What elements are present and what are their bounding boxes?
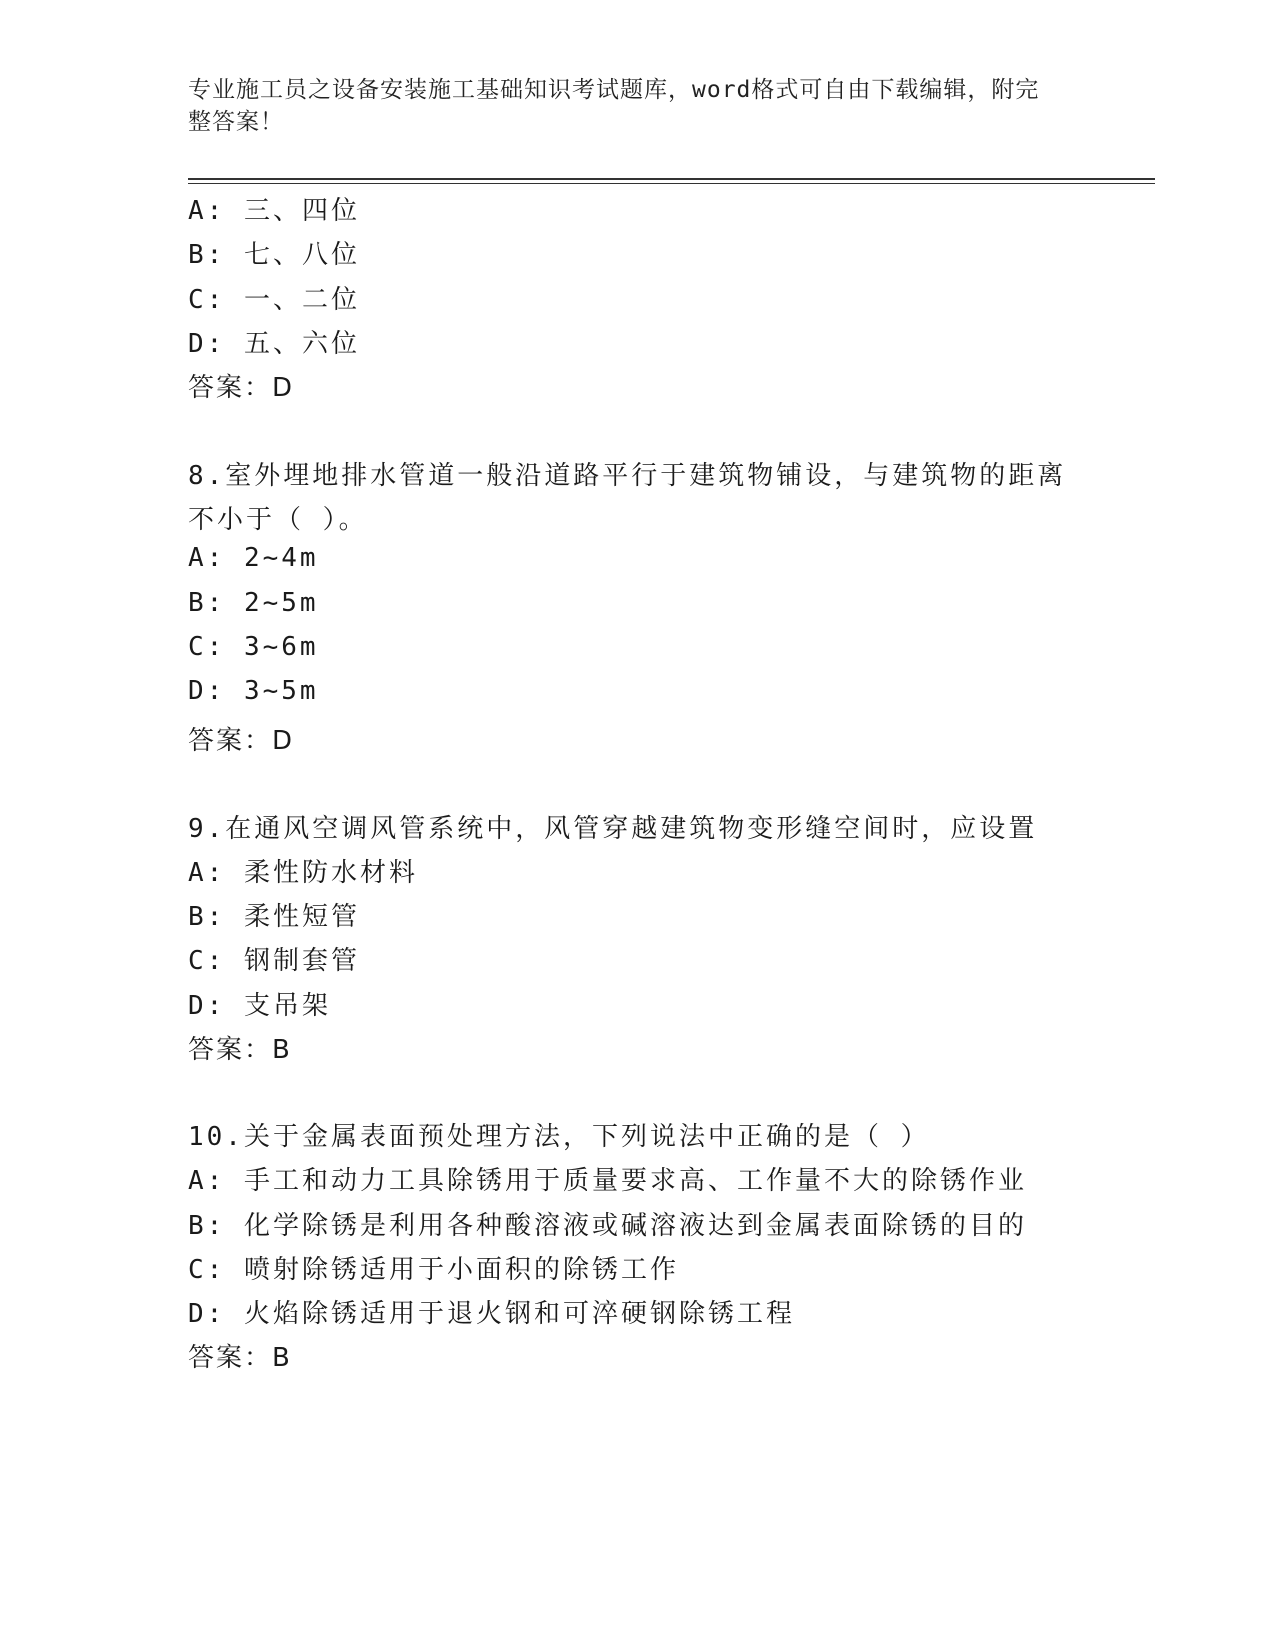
header-divider-thick <box>188 178 1155 180</box>
q9-option-d: D: 支吊架 <box>188 991 331 1021</box>
q8-answer: 答案：D <box>188 726 295 756</box>
header-line-2: 整答案！ <box>188 109 284 135</box>
q8-option-a: A: 2~4m <box>188 543 319 573</box>
q9-answer: 答案：B <box>188 1035 292 1065</box>
q9-option-c: C: 钢制套管 <box>188 946 360 976</box>
q7-option-c: C: 一、二位 <box>188 285 360 315</box>
q8-stem-line-2: 不小于（ ）。 <box>188 505 368 535</box>
q10-option-a: A: 手工和动力工具除锈用于质量要求高、工作量不大的除锈作业 <box>188 1166 1027 1196</box>
header-line-1: 专业施工员之设备安装施工基础知识考试题库，word格式可自由下载编辑，附完 <box>188 77 1040 103</box>
q7-answer: 答案：D <box>188 373 295 403</box>
q10-stem-line-1: 10.关于金属表面预处理方法，下列说法中正确的是（ ） <box>188 1122 930 1152</box>
q9-option-a: A: 柔性防水材料 <box>188 858 418 888</box>
q8-option-c: C: 3~6m <box>188 632 319 662</box>
q7-option-b: B: 七、八位 <box>188 240 360 270</box>
document-header <box>188 74 1088 138</box>
header-divider-thin <box>188 183 1155 184</box>
q9-option-b: B: 柔性短管 <box>188 902 360 932</box>
q10-option-b: B: 化学除锈是利用各种酸溶液或碱溶液达到金属表面除锈的目的 <box>188 1211 1027 1241</box>
q8-option-b: B: 2~5m <box>188 588 319 618</box>
q9-stem-line-1: 9.在通风空调风管系统中，风管穿越建筑物变形缝空间时，应设置 <box>188 814 1038 844</box>
q10-option-d: D: 火焰除锈适用于退火钢和可淬硬钢除锈工程 <box>188 1299 795 1329</box>
q8-stem-line-1: 8.室外埋地排水管道一般沿道路平行于建筑物铺设，与建筑物的距离 <box>188 461 1067 491</box>
q10-answer: 答案：B <box>188 1343 292 1373</box>
q7-option-a: A: 三、四位 <box>188 196 360 226</box>
q7-option-d: D: 五、六位 <box>188 329 360 359</box>
q10-option-c: C: 喷射除锈适用于小面积的除锈工作 <box>188 1255 679 1285</box>
q8-option-d: D: 3~5m <box>188 676 319 706</box>
